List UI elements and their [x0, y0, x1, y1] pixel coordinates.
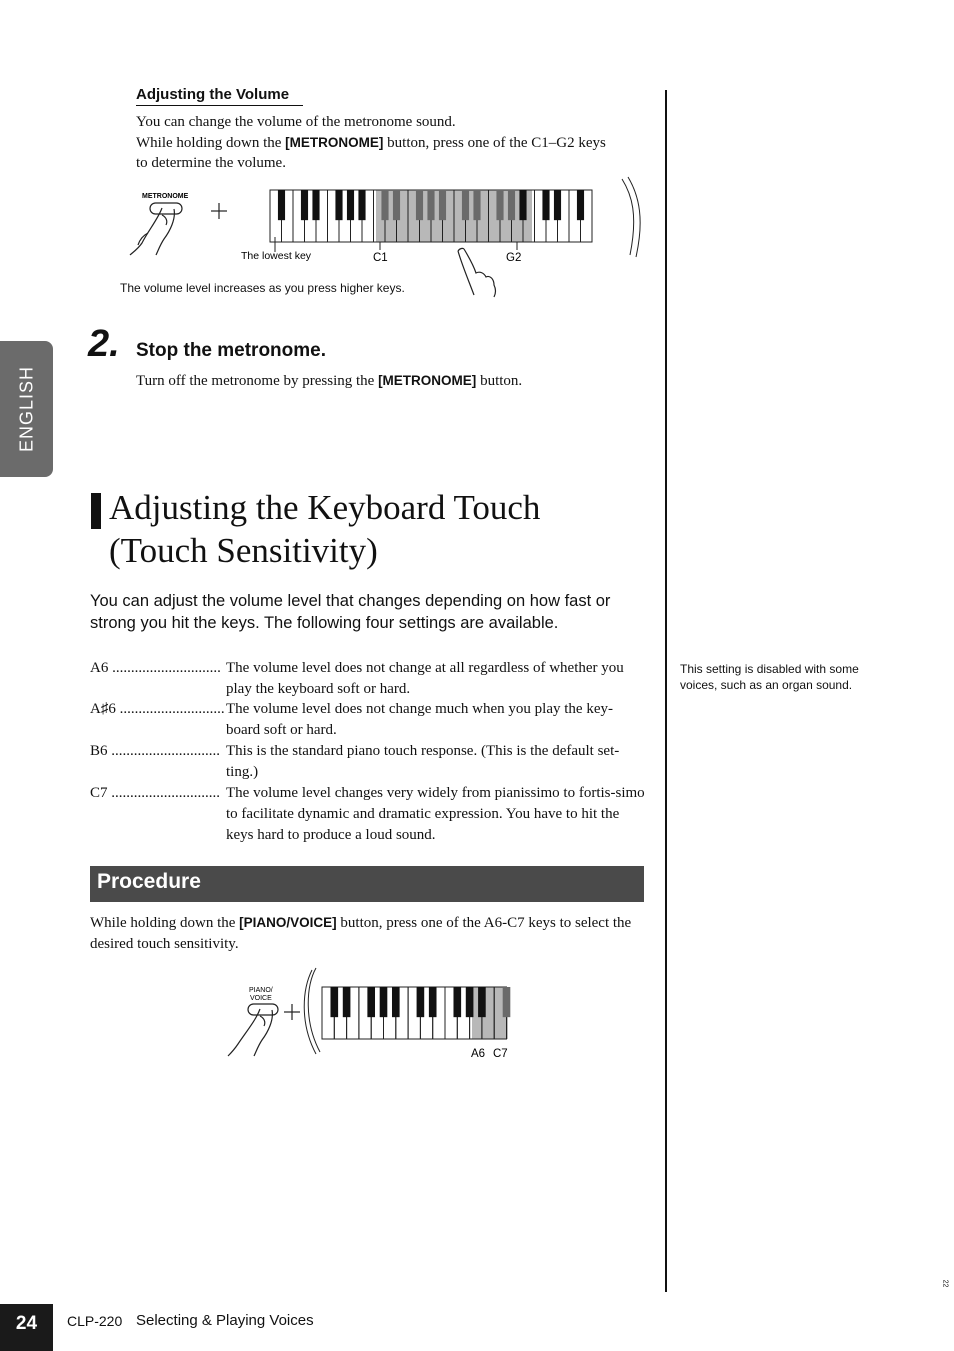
- language-label: ENGLISH: [16, 365, 36, 453]
- black-key: [503, 987, 511, 1017]
- black-key: [542, 190, 549, 220]
- piano-voice-label-1: PIANO/: [249, 987, 273, 994]
- metronome-button-icon: [130, 203, 182, 255]
- page-number: 24: [15, 1313, 38, 1334]
- plus-icon: [211, 203, 227, 219]
- procedure-header: [90, 866, 644, 902]
- setting-row: [90, 741, 646, 783]
- black-key: [330, 987, 338, 1017]
- piano-voice-label-2: VOICE: [250, 995, 272, 1002]
- black-key: [439, 190, 446, 220]
- black-key: [473, 190, 480, 220]
- black-key: [577, 190, 584, 220]
- keyboard-2: [304, 968, 510, 1054]
- lowest-key-label: The lowest key: [241, 250, 312, 262]
- black-key: [466, 987, 474, 1017]
- setting-key: B6 .............................: [90, 743, 221, 759]
- title-accent-bar: [91, 493, 101, 529]
- keyboard-1: [270, 177, 640, 257]
- footer-model: CLP-220: [67, 1313, 123, 1329]
- volume-line-2: While holding down the [METRONOME] button, press one of the C1–G2 keys: [136, 134, 606, 151]
- volume-paragraph: [136, 112, 656, 174]
- key-c1-label: C1: [373, 252, 388, 264]
- black-key: [335, 190, 342, 220]
- setting-desc: This is the standard piano touch response. (This is the default set-ting.): [226, 743, 620, 780]
- side-note: This setting is disabled with some voices, such as an organ sound.: [680, 662, 859, 692]
- black-key: [380, 987, 388, 1017]
- black-key: [312, 190, 319, 220]
- intro-paragraph: You can adjust the volume level that changes depending on how fast or strong you hit the keys. The following four settings are available.: [90, 592, 611, 632]
- procedure-text: While holding down the [PIANO/VOICE] button, press one of the A6-C7 keys to select the desired touch sensitivity.: [90, 915, 632, 952]
- volume-line-3: to determine the volume.: [136, 155, 286, 171]
- black-key: [554, 190, 561, 220]
- black-key: [393, 190, 400, 220]
- black-key: [358, 190, 365, 220]
- diagram1-caption: The volume level increases as you press higher keys.: [120, 281, 405, 295]
- procedure-title: Procedure: [97, 870, 201, 893]
- metronome-button-name-2: [METRONOME]: [378, 373, 477, 388]
- setting-key: A♯6 ............................: [90, 701, 225, 717]
- metronome-button-name: [METRONOME]: [285, 134, 384, 150]
- language-tab: [0, 341, 53, 477]
- black-key: [429, 987, 437, 1017]
- black-key: [519, 190, 526, 220]
- key-g2-label: G2: [506, 252, 522, 264]
- black-key: [343, 987, 351, 1017]
- step2-text: Turn off the metronome by pressing the [METRONOME] button.: [136, 373, 523, 389]
- page-title: [109, 486, 649, 572]
- black-key: [462, 190, 469, 220]
- piano-voice-button-icon: [228, 1004, 278, 1056]
- sub-heading: Adjusting the Volume: [136, 86, 303, 106]
- black-key: [453, 987, 461, 1017]
- pointing-hand-icon: [458, 248, 496, 297]
- black-key: [347, 190, 354, 220]
- black-key: [508, 190, 515, 220]
- black-key: [417, 987, 425, 1017]
- piano-voice-keyboard-diagram: [220, 966, 520, 1062]
- column-divider: [665, 90, 667, 1292]
- black-key: [496, 190, 503, 220]
- setting-row: [90, 658, 646, 700]
- setting-key: A6 .............................: [90, 660, 221, 676]
- black-key: [367, 987, 375, 1017]
- margin-number: 22: [941, 1279, 949, 1288]
- page-number-box: [0, 1304, 53, 1351]
- key-c7-label: C7: [493, 1048, 508, 1060]
- black-key: [278, 190, 285, 220]
- piano-voice-button-name: [PIANO/VOICE]: [239, 915, 337, 930]
- black-key: [381, 190, 388, 220]
- setting-row: [90, 699, 646, 741]
- setting-desc: The volume level does not change at all regardless of whether you play the keyboard soft or hard.: [226, 660, 624, 697]
- footer-section: Selecting & Playing Voices: [136, 1312, 314, 1329]
- black-key: [301, 190, 308, 220]
- setting-desc: The volume level changes very widely from pianissimo to fortis-simo to facilitate dynamic and dramatic expression. You have to hit the keys hard to produce a loud sound.: [226, 785, 645, 843]
- black-key: [478, 987, 486, 1017]
- title-line-2: (Touch Sensitivity): [109, 531, 378, 570]
- black-key: [392, 987, 400, 1017]
- title-line-1: Adjusting the Keyboard Touch: [109, 488, 541, 527]
- key-a6-label: A6: [471, 1048, 486, 1060]
- step-title: Stop the metronome.: [136, 340, 327, 361]
- plus-icon: [284, 1004, 300, 1020]
- metronome-button-label: METRONOME: [142, 193, 189, 200]
- black-key: [416, 190, 423, 220]
- setting-key: C7 .............................: [90, 785, 221, 801]
- black-key: [427, 190, 434, 220]
- volume-line-1: You can change the volume of the metronome sound.: [136, 114, 456, 130]
- step-number: 2.: [88, 323, 120, 365]
- setting-row: [90, 783, 646, 845]
- setting-desc: The volume level does not change much when you play the key-board soft or hard.: [226, 701, 613, 738]
